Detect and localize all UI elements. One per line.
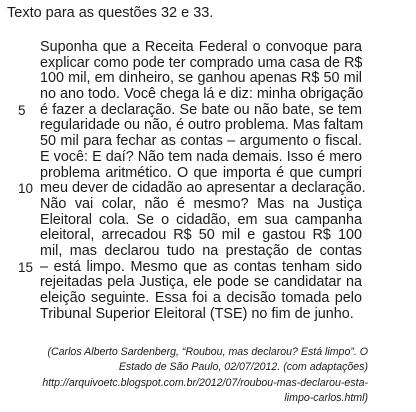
passage-line	[0, 166, 416, 182]
passage-line	[0, 275, 416, 291]
passage-line	[0, 103, 416, 119]
passage-line	[0, 56, 416, 72]
passage-line	[0, 291, 416, 307]
citation-line: Estado de São Paulo, 02/07/2012. (com adaptações)	[118, 361, 368, 374]
line-text: Não vai colar, não é mesmo? Mas na Justiça	[40, 195, 362, 212]
line-text: rejeitadas pela Justiça, ele pode se candidatar na	[40, 274, 362, 291]
line-text: problema aritmético. O que importa é que cumpri	[40, 164, 362, 181]
passage-line	[0, 213, 416, 229]
passage-line	[0, 40, 416, 56]
line-text: regularidade ou não, é outro problema. Mas faltam	[40, 117, 364, 134]
line-text: mil, mas declarou tudo na prestação de contas	[40, 242, 362, 259]
line-text: E você: E daí? Não tem nada demais. Isso é mero	[40, 148, 362, 165]
citation-line: (Carlos Alberto Sardenberg, “Roubou, mas declarou? Está limpo”. O	[47, 346, 368, 358]
line-text: explicar como pode ter comprado uma casa de R$	[40, 54, 363, 71]
line-text: Eleitoral cola. Se o cidadão, em sua campanha	[40, 211, 362, 228]
passage-line	[0, 134, 416, 150]
line-text: 100 mil, em dinheiro, se ganhou apenas R$ 50 mil	[40, 70, 362, 87]
passage-line	[0, 197, 416, 213]
line-text: eleição seguinte. Essa foi a decisão tomada pelo	[40, 290, 362, 306]
citation-url-line: limpo-carlos.html)	[284, 392, 368, 405]
passage-line	[0, 71, 416, 87]
line-text: no ano todo. Você chega lá e diz: minha obrigação	[40, 86, 364, 103]
citation-url-line: http://arquivoetc.blogspot.com.br/2012/07/roubou-mas-declarou-esta-	[42, 376, 368, 389]
line-number: 5	[18, 102, 26, 118]
line-text: meu dever de cidadão ao apresentar a declaração.	[40, 180, 366, 197]
passage-text	[0, 40, 416, 322]
passage-line	[0, 244, 416, 260]
line-text: 50 mil para fechar as contas – argumento o fiscal.	[40, 133, 362, 150]
passage-line	[0, 181, 416, 197]
line-number: 10	[18, 181, 34, 197]
line-number: 15	[18, 259, 34, 275]
passage-line	[0, 87, 416, 103]
source-citation	[8, 345, 368, 407]
line-text: Suponha que a Receita Federal o convoque para	[40, 39, 362, 55]
line-text: – está limpo. Mesmo que as contas tenham sido	[40, 258, 362, 275]
passage-line	[0, 260, 416, 276]
line-text: é fazer a declaração. Se bate ou não bate, se tem	[40, 101, 362, 118]
intro-heading: Texto para as questões 32 e 33.	[7, 5, 214, 21]
line-text: Tribunal Superior Eleitoral (TSE) no fim de junho.	[40, 305, 354, 322]
passage-line	[0, 118, 416, 134]
passage-line	[0, 228, 416, 244]
line-text: eleitoral, arrecadou R$ 50 mil e gastou R$ 100	[40, 227, 362, 244]
passage-line	[0, 307, 416, 323]
passage-line	[0, 150, 416, 166]
